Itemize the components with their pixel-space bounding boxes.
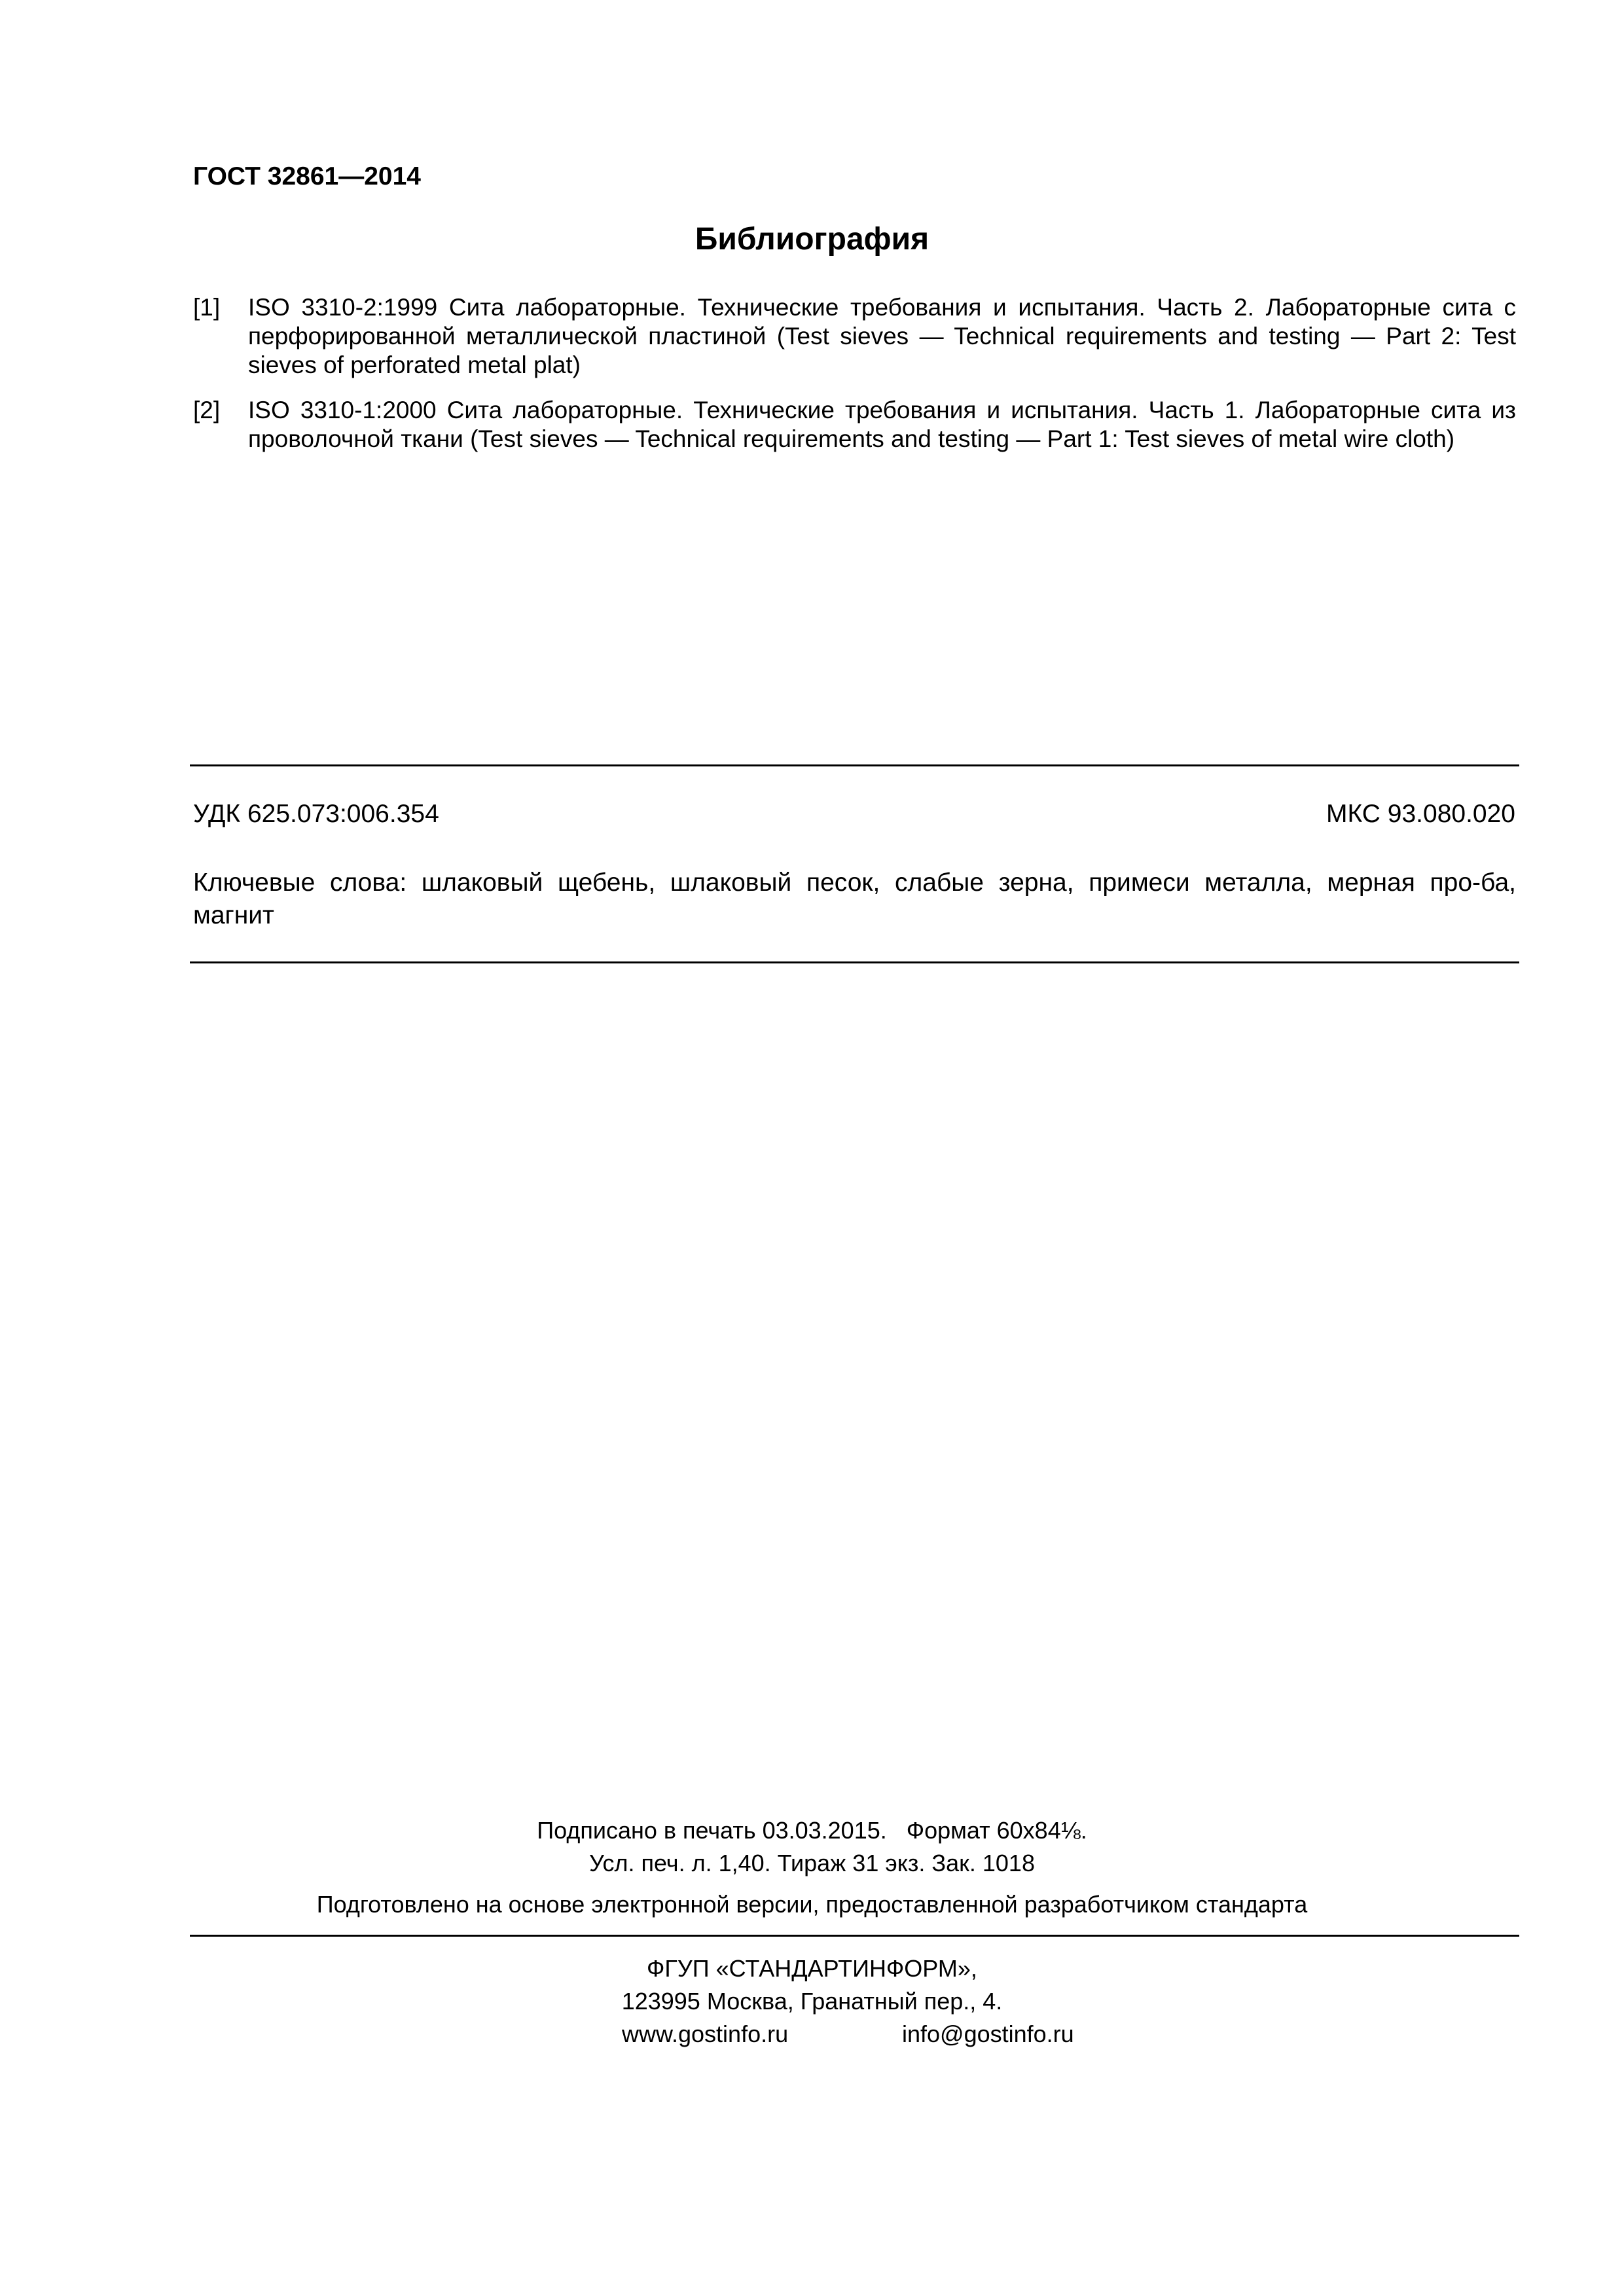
udk-code: УДК 625.073:006.354: [193, 800, 439, 828]
mks-code: МКС 93.080.020: [1326, 800, 1515, 828]
imprint-print-date: Подписано в печать 03.03.2015. Формат 60x84⅛.: [537, 1817, 1087, 1844]
bibliography-title: Библиография: [695, 222, 929, 257]
bibliography-entry-number: [1]: [193, 294, 221, 321]
document-code: ГОСТ 32861—2014: [193, 162, 421, 190]
imprint-print-details: Усл. печ. л. 1,40. Тираж 31 экз. Зак. 1018: [589, 1850, 1035, 1876]
divider-top: [190, 764, 1519, 766]
imprint-source-note: Подготовлено на основе электронной версии, предоставленной разработчиком стандарта: [316, 1891, 1308, 1918]
divider-middle: [190, 961, 1519, 963]
publisher-email-link[interactable]: info@gostinfo.ru: [902, 2020, 1074, 2047]
publisher-address: 123995 Москва, Гранатный пер., 4.: [621, 1988, 1003, 2015]
divider-bottom: [190, 1935, 1519, 1937]
publisher-name: ФГУП «СТАНДАРТИНФОРМ»,: [647, 1955, 977, 1982]
bibliography-entry-text: ISO 3310-1:2000 Сита лабораторные. Технические требования и испытания. Часть 1. Лабораторные сита из проволочной ткани (Test sieves — Technical requirements and testing — Part 1: Test sieves of metal wire cloth): [248, 397, 1516, 452]
keywords-text: Ключевые слова: шлаковый щебень, шлаковый песок, слабые зерна, примеси металла, мерная про-ба, магнит: [193, 869, 1516, 929]
bibliography-entry: [193, 396, 1516, 454]
publisher-website-link[interactable]: www.gostinfo.ru: [622, 2020, 789, 2047]
bibliography-entry: [193, 293, 1516, 380]
bibliography-entry-text: ISO 3310-2:1999 Сита лабораторные. Технические требования и испытания. Часть 2. Лабораторные сита с перфорированной металлической пластиной (Test sieves — Technical requirements and testing — Part 2: Test sieves of perforated metal plat): [248, 294, 1516, 378]
bibliography-entry-number: [2]: [193, 397, 221, 423]
